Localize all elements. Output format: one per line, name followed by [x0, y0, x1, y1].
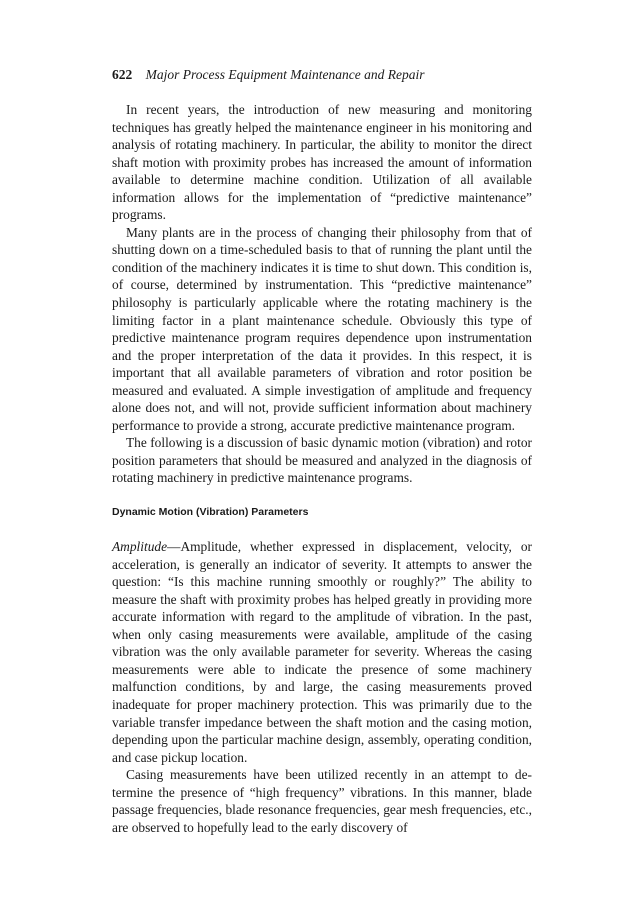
paragraph-philosophy: Many plants are in the process of changing their philosophy from that of shutting down on a time-scheduled basis to that of running the plant until the condition of the machinery indicates it is time to shut down. This condition is, of course, determined by instrumentation. This “predictive maintenance” philosophy is particularly applicable where the rotating machinery is the limiting factor in a plant maintenance schedule. Obviously this type of predictive maintenance program requires dependence upon instrumentation and the proper interpretation of the data it provides. In this respect, it is important that all available parameters of vibration and rotor position be measured and evaluated. A simple investigation of amplitude and frequency alone does not, and will not, provide sufficient information about machinery performance to provide a strong, accurate predictive maintenance program.	[112, 224, 532, 433]
amplitude-term: Amplitude	[112, 539, 168, 555]
running-header	[112, 66, 532, 84]
paragraph-casing: Casing measurements have been utilized recently in an attempt to determine the presence of “high frequency” vibrations. In this manner, blade passage frequencies, blade resonance frequencies, gear mesh frequencies, etc., are observed to hopefully lead to the early discovery of	[112, 767, 532, 835]
amplitude-text: —Amplitude, whether expressed in displacement, velocity, or acceleration, is generally an indicator of severity. It attempts to answer the question: “Is this machine running smoothly or roughly?” The ability to measure the shaft with proximity probes has helped greatly in providing more accurate information with regard to the amplitude of vibration. In the past, when only casing measurements were available, amplitude of the casing vibration was the only available parameter for severity. Whereas the casing measurements were able to indicate the presence of some machinery malfunction conditions, by and large, the casing measurements proved inadequate for proper machinery protection. This was primarily due to the variable transfer impedance between the shaft motion and the casing motion, depending upon the particular machine design, assembly, operating condition, and case pickup location.	[112, 539, 532, 765]
paragraph-discussion: The following is a discussion of basic dynamic motion (vibration) and rotor position parameters that should be measured and analyzed in the diagnosis of rotating machinery in predictive maintenance programs.	[112, 435, 532, 486]
document-page	[112, 66, 532, 836]
page-number: 622	[112, 67, 133, 82]
section-heading: Dynamic Motion (Vibration) Parameters	[112, 506, 309, 519]
running-title: Major Process Equipment Maintenance and Repair	[145, 67, 425, 82]
paragraph-intro: In recent years, the introduction of new measuring and monitoring techniques has greatly helped the maintenance engineer in his monitoring and analysis of rotating machinery. In particular, the ability to monitor the direct shaft motion with proximity probes has increased the amount of information available to determine machine condition. Utilization of all available information allows for the implementation of “predictive maintenance” programs.	[112, 102, 532, 223]
paragraph-amplitude	[112, 538, 532, 766]
